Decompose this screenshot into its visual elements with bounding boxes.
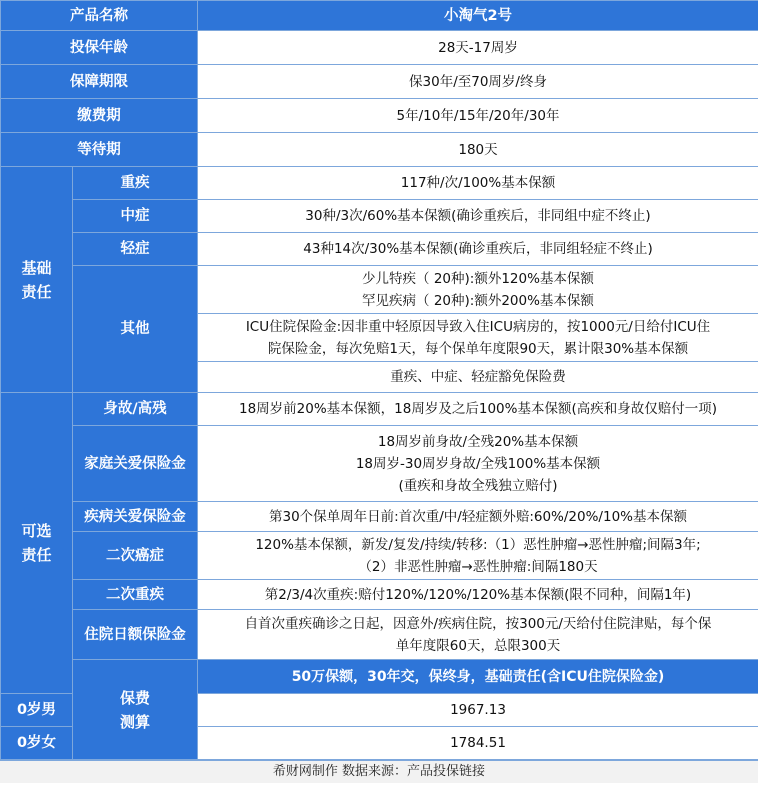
second-cancer-line1: 120%基本保额，新发/复发/持续/转移:（1）恶性肿瘤→恶性肿瘤;间隔3年; [255,536,701,553]
hospital-value [198,610,758,660]
death-value: 18周岁前20%基本保额，18周岁及之后100%基本保额(高疾和身故仅赔付一项) [198,393,758,426]
family-care-line2: 18周岁-30周岁身故/全残100%基本保额 [355,455,601,472]
family-care-value [198,426,758,502]
waiting-period-row [1,133,758,167]
premium-male-value: 1967.13 [198,694,758,727]
special-illness-value [198,266,758,314]
second-cancer-row [1,532,758,580]
base-group-label [1,167,73,393]
other-label: 其他 [73,266,198,393]
rare-illness: 罕见疾病（ 20种):额外200%基本保额 [362,292,594,309]
premium-group-label [73,660,198,760]
moderate-illness-value: 30种/3次/60%基本保额(确诊重疾后，非同组中症不终止) [198,200,758,233]
disease-care-label: 疾病关爱保险金 [73,502,198,532]
payment-term-label: 缴费期 [1,99,198,133]
waiver-value: 重疾、中症、轻症豁免保险费 [198,362,758,393]
family-care-label: 家庭关爱保险金 [73,426,198,502]
base-group-label-line1: 基础 [21,258,52,277]
product-name-value: 小淘气2号 [198,1,758,31]
premium-female-value: 1784.51 [198,727,758,760]
optional-group-label-line1: 可选 [21,522,52,540]
icu-value [198,314,758,362]
waiting-period-value: 180天 [198,133,758,167]
coverage-term-value: 保30年/至70周岁/终身 [198,65,758,99]
premium-scenario-row [1,660,758,694]
family-care-line1: 18周岁前身故/全残20%基本保额 [377,433,579,450]
source-footer: 希财网制作 数据来源：产品投保链接 [0,760,758,783]
coverage-term-label: 保障期限 [1,65,198,99]
product-name-row [1,1,758,31]
moderate-illness-label: 中症 [73,200,198,233]
base-group-label-line2: 责任 [21,282,52,301]
mild-illness-row [1,233,758,266]
hospital-line1: 自首次重疾确诊之日起，因意外/疾病住院，按300元/天给付住院津贴，每个保 [244,615,712,632]
disease-care-value: 第30个保单周年日前:首次重/中/轻症额外赔:60%/20%/10%基本保额 [198,502,758,532]
second-critical-label: 二次重疾 [73,580,198,610]
optional-group-label-line2: 责任 [21,546,52,564]
second-cancer-label: 二次癌症 [73,532,198,580]
moderate-illness-row [1,200,758,233]
icu-line1: ICU住院保险金:因非重中轻原因导致入住ICU病房的，按1000元/日给付ICU住 [245,318,711,335]
product-name-label: 产品名称 [1,1,198,31]
second-critical-row [1,580,758,610]
second-critical-value: 第2/3/4次重疾:赔付120%/120%/120%基本保额(限不同种，间隔1年) [198,580,758,610]
mild-illness-value: 43种14次/30%基本保额(确诊重疾后，非同组轻症不终止) [198,233,758,266]
premium-male-label: 0岁男 [1,694,73,727]
family-care-row [1,426,758,502]
critical-illness-row [1,167,758,200]
second-cancer-line2: （2）非恶性肿瘤→恶性肿瘤:间隔180天 [358,558,598,575]
optional-group-label [1,393,73,694]
icu-line2: 院保险金，每次免赔1天，每个保单年度限90天，累计限30%基本保额 [267,340,689,357]
critical-illness-label: 重疾 [73,167,198,200]
hospital-line2: 单年度限60天，总限300天 [395,637,561,654]
insure-age-row [1,31,758,65]
special-illness-row [1,266,758,314]
premium-group-label-line2: 测算 [119,712,150,731]
death-label: 身故/高残 [73,393,198,426]
payment-term-row [1,99,758,133]
child-special-illness: 少儿特疾（ 20种):额外120%基本保额 [362,270,594,287]
second-cancer-value [198,532,758,580]
premium-group-label-line1: 保费 [119,688,150,707]
disease-care-row [1,502,758,532]
hospital-row [1,610,758,660]
waiting-period-label: 等待期 [1,133,198,167]
insure-age-label: 投保年龄 [1,31,198,65]
mild-illness-label: 轻症 [73,233,198,266]
premium-scenario: 50万保额，30年交，保终身，基础责任(含ICU住院保险金) [198,660,758,694]
hospital-label: 住院日额保险金 [73,610,198,660]
critical-illness-value: 117种/次/100%基本保额 [198,167,758,200]
payment-term-value: 5年/10年/15年/20年/30年 [198,99,758,133]
family-care-line3: (重疾和身故全残独立赔付) [398,477,558,494]
premium-female-label: 0岁女 [1,727,73,760]
insure-age-value: 28天-17周岁 [198,31,758,65]
death-row [1,393,758,426]
coverage-term-row [1,65,758,99]
